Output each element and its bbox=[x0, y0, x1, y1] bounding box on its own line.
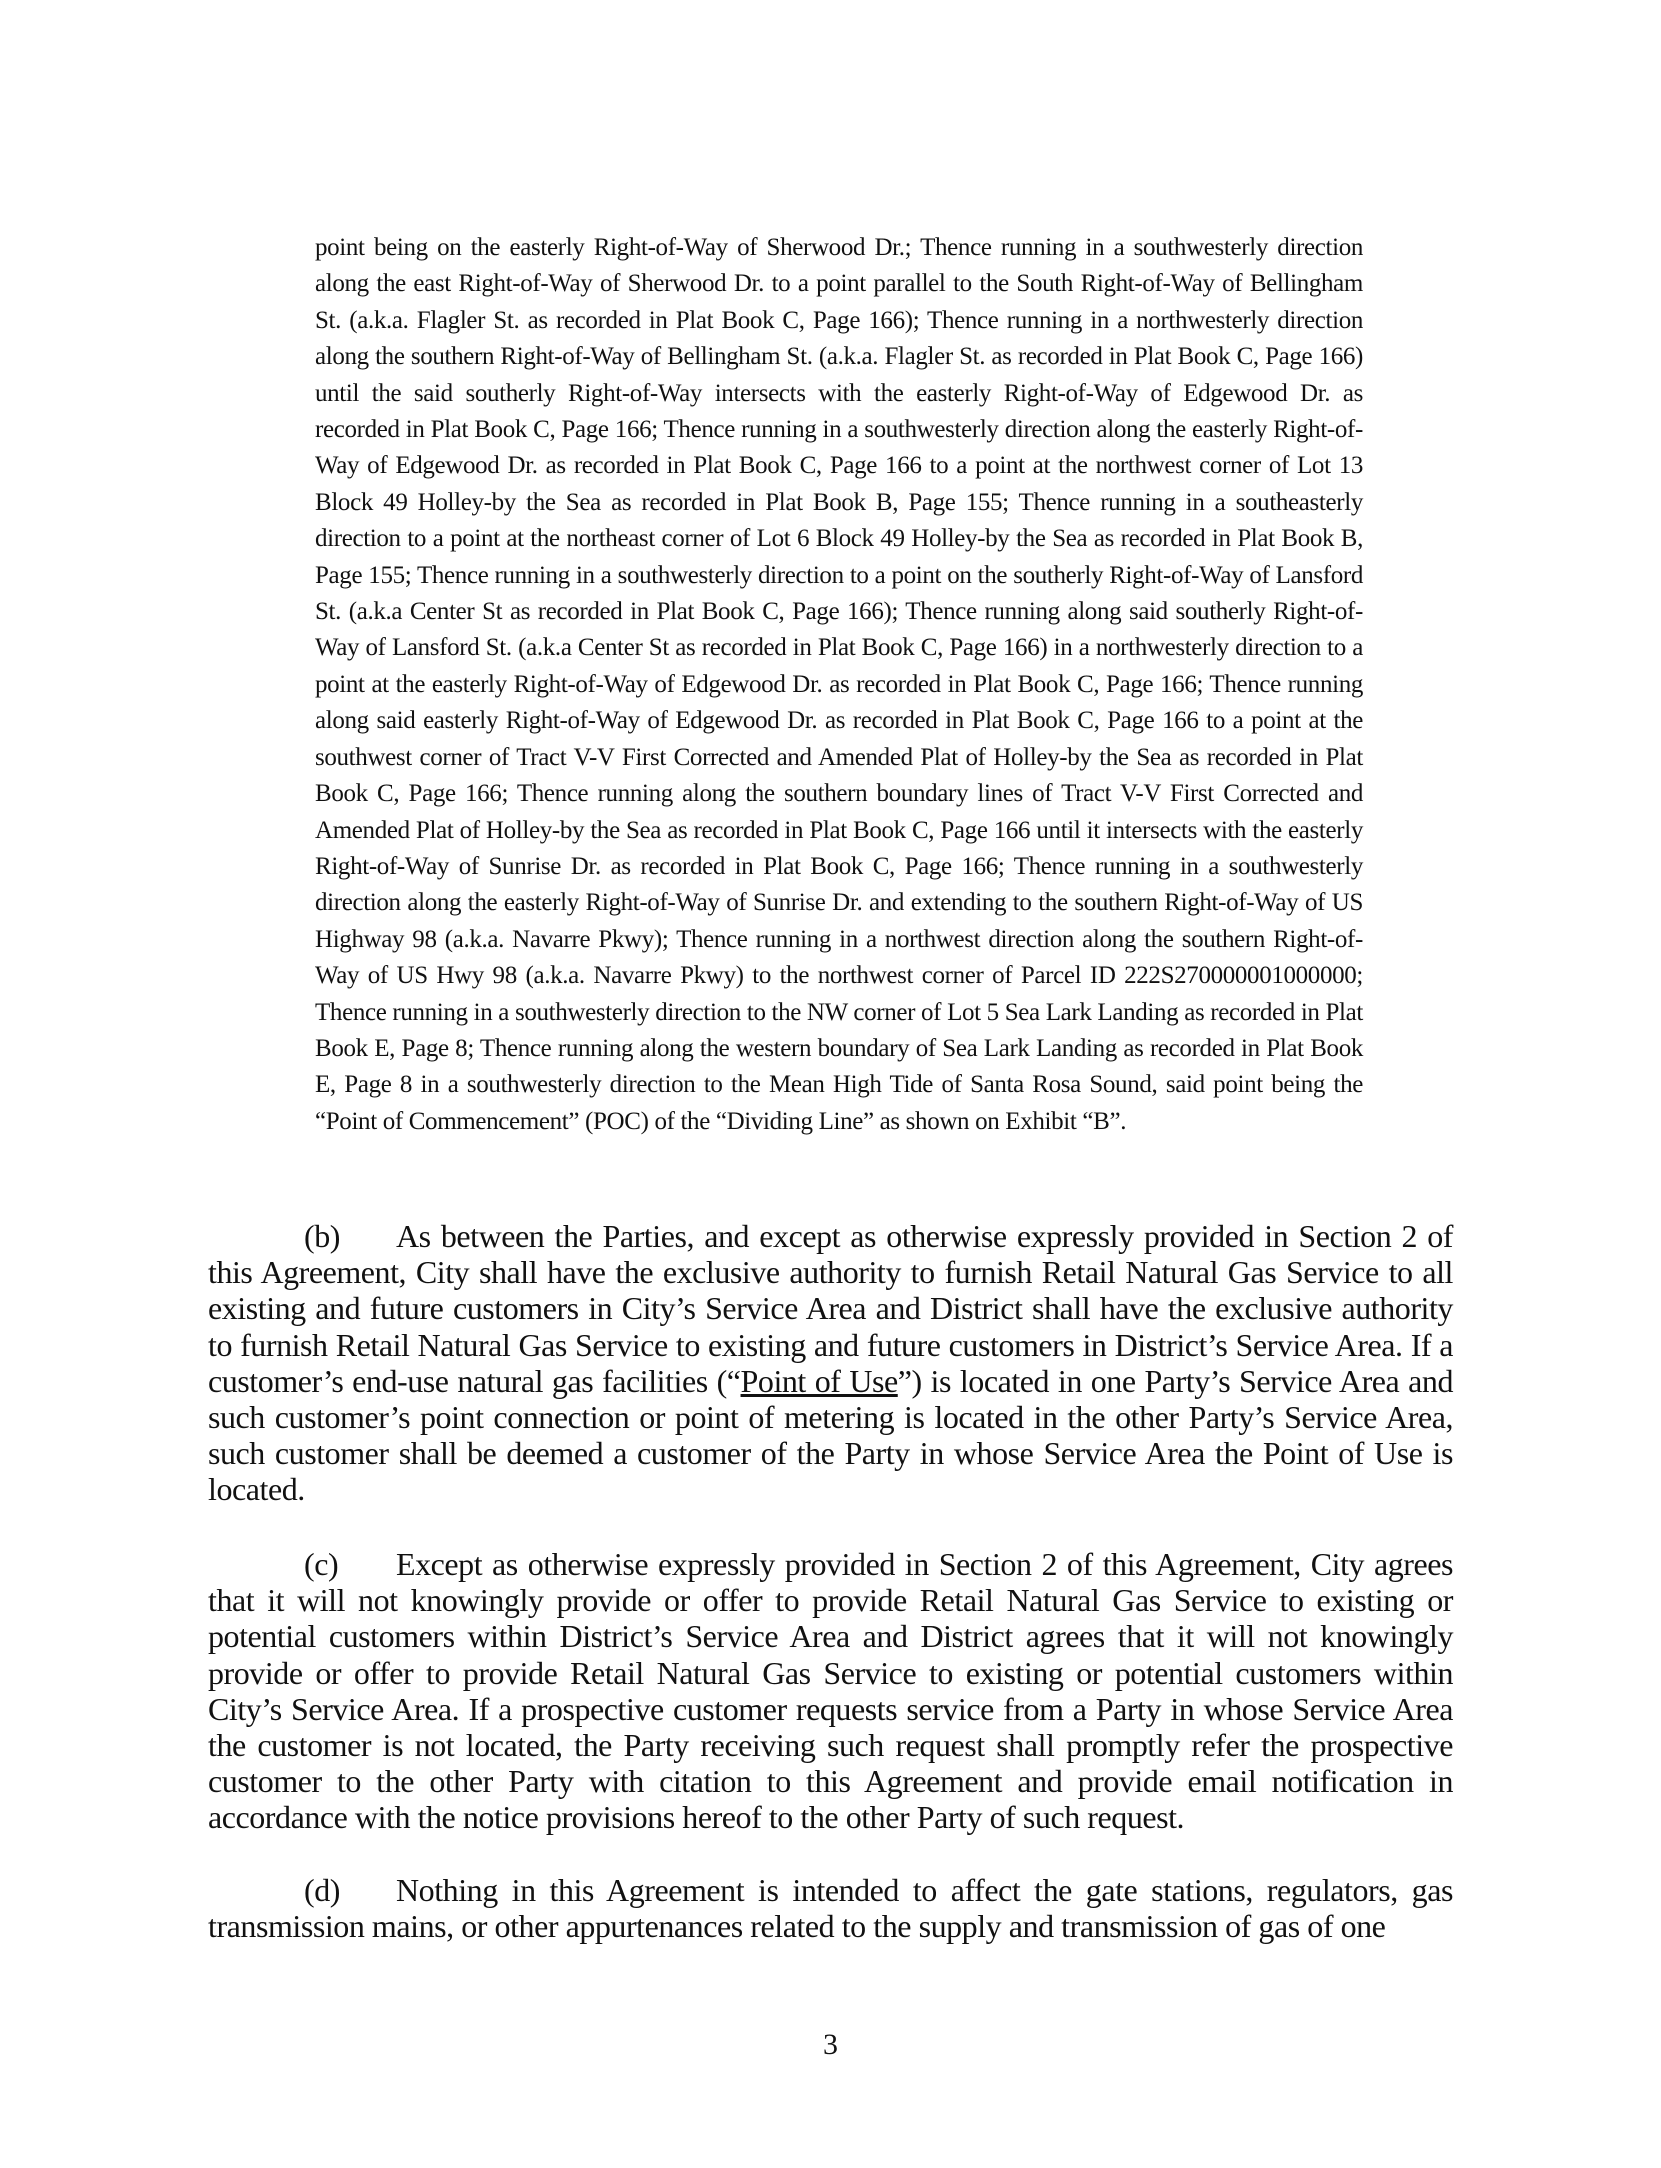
paragraph-d-label: (d) bbox=[304, 1872, 340, 1908]
page-number: 3 bbox=[823, 2028, 838, 2061]
paragraph-b-text-before: As between the Parties, and except as otherwise expressly provided in Section 2 of this Agreement, City shall have the exclusive authority to furnish Retail Natural Gas Service to all existing and future customers in City’s Service Area and District shall have the exclusive authority to furnish Retail Natural Gas Service to existing and future customers in District’s Service Area. If a customer’s end-use natural gas facilities (“ bbox=[208, 1218, 1453, 1399]
paragraph-c-text: Except as otherwise expressly provided in Section 2 of this Agreement, City agrees that it will not knowingly provide or offer to provide Retail Natural Gas Service to existing or potential customers within District’s Service Area and District agrees that it will not knowingly provide or offer to provide Retail Natural Gas Service to existing or potential customers within City’s Service Area. If a prospective customer requests service from a Party in whose Service Area the customer is not located, the Party receiving such request shall promptly refer the prospective customer to the other Party with citation to this Agreement and provide email notification in accordance with the notice provisions hereof to the other Party of such request. bbox=[208, 1546, 1453, 1836]
paragraph-b-text-after: ”) is located in one Party’s Service Area and such customer’s point connection or point of metering is located in the other Party’s Service Area, such customer shall be deemed a customer of the Party in whose Service Area the Point of Use is located. bbox=[208, 1362, 1453, 1508]
defined-term-point-of-use: Point of Use bbox=[740, 1362, 898, 1399]
paragraph-d bbox=[208, 1872, 1453, 1944]
paragraph-c-label: (c) bbox=[304, 1546, 339, 1582]
legal-description-block: point being on the easterly Right-of-Way of Sherwood Dr.; Thence running in a southwesterly direction along the east Right-of-Way of Sherwood Dr. to a point parallel to the South Right-of-Way of Bellingham St. (a.k.a. Flagler St. as recorded in Plat Book C, Page 166); Thence running in a northwesterly direction along the southern Right-of-Way of Bellingham St. (a.k.a. Flagler St. as recorded in Plat Book C, Page 166) until the said southerly Right-of-Way intersects with the easterly Right-of-Way of Edgewood Dr. as recorded in Plat Book C, Page 166; Thence running in a southwesterly direction along the easterly Right-of-Way of Edgewood Dr. as recorded in Plat Book C, Page 166 to a point at the northwest corner of Lot 13 Block 49 Holley-by the Sea as recorded in Plat Book B, Page 155; Thence running in a southeasterly direction to a point at the northeast corner of Lot 6 Block 49 Holley-by the Sea as recorded in Plat Book B, Page 155; Thence running in a southwesterly direction to a point on the southerly Right-of-Way of Lansford St. (a.k.a Center St as recorded in Plat Book C, Page 166); Thence running along said southerly Right-of-Way of Lansford St. (a.k.a Center St as recorded in Plat Book C, Page 166) in a northwesterly direction to a point at the easterly Right-of-Way of Edgewood Dr. as recorded in Plat Book C, Page 166; Thence running along said easterly Right-of-Way of Edgewood Dr. as recorded in Plat Book C, Page 166 to a point at the southwest corner of Tract V-V First Corrected and Amended Plat of Holley-by the Sea as recorded in Plat Book C, Page 166; Thence running along the southern boundary lines of Tract V-V First Corrected and Amended Plat of Holley-by the Sea as recorded in Plat Book C, Page 166 until it intersects with the easterly Right-of-Way of Sunrise Dr. as recorded in Plat Book C, Page 166; Thence running in a southwesterly direction along the easterly Right-of-Way of Sunrise Dr. and extending to the southern Right-of-Way of US Highway 98 (a.k.a. Navarre Pkwy); Thence running in a northwest direction along the southern Right-of-Way of US Hwy 98 (a.k.a. Navarre Pkwy) to the northwest corner of Parcel ID 222S270000001000000; Thence running in a southwesterly direction to the NW corner of Lot 5 Sea Lark Landing as recorded in Plat Book E, Page 8; Thence running along the western boundary of Sea Lark Landing as recorded in Plat Book E, Page 8 in a southwesterly direction to the Mean High Tide of Santa Rosa Sound, said point being the “Point of Commencement” (POC) of the “Dividing Line” as shown on Exhibit “B”. bbox=[315, 234, 1363, 1135]
paragraph-c bbox=[208, 1546, 1453, 1836]
paragraph-b-label: (b) bbox=[304, 1218, 340, 1254]
paragraph-b bbox=[208, 1218, 1453, 1508]
paragraph-d-text: Nothing in this Agreement is intended to affect the gate stations, regulators, gas transmission mains, or other appurtenances related to the supply and transmission of gas of one bbox=[208, 1872, 1453, 1945]
